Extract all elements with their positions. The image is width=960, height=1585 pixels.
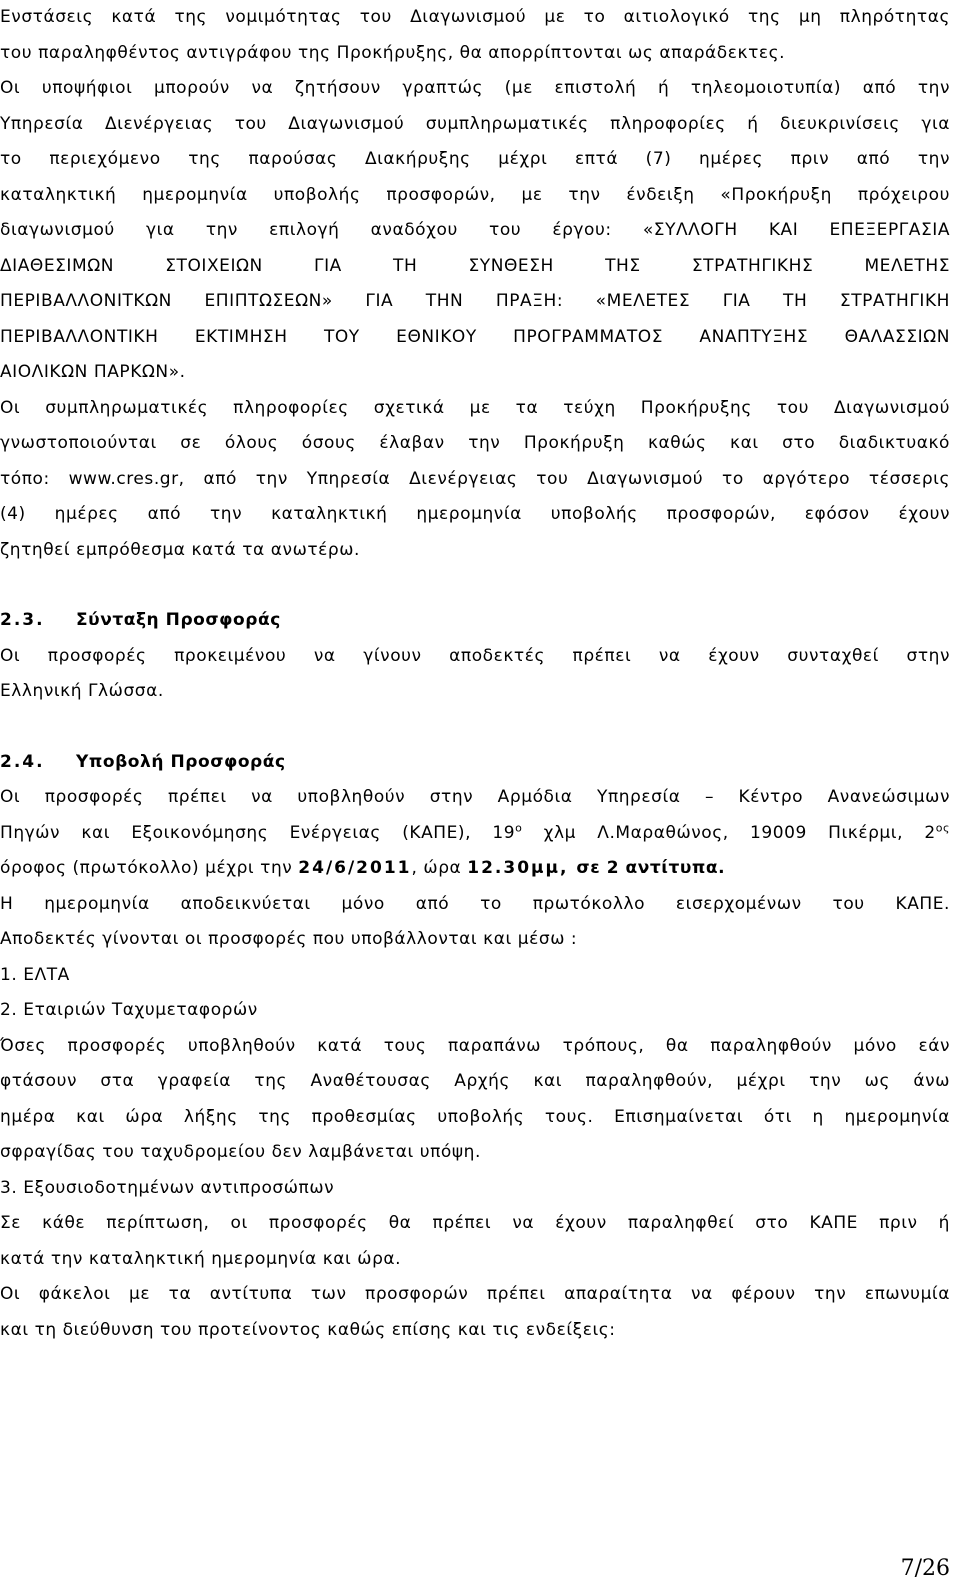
- superscript: ο: [515, 820, 523, 834]
- text-line: [0, 816, 950, 852]
- text-line: (4) ημέρες από την καταληκτική ημερομηνία υποβολής προσφορών, εφόσον έχουν: [0, 504, 950, 524]
- text-line: ζητηθεί εμπρόθεσμα κατά τα ανωτέρω.: [0, 539, 360, 560]
- text-line: ΔΙΑΘΕΣΙΜΩΝ ΣΤΟΙΧΕΙΩΝ ΓΙΑ ΤΗ ΣΥΝΘΕΣΗ ΤΗΣ ΣΤΡΑΤΗΓΙΚΗΣ ΜΕΛΕΤΗΣ: [0, 255, 950, 276]
- text-line: Όσες προσφορές υποβληθούν κατά τους παραπάνω τρόπους, θα παραληφθούν μόνο εάν: [0, 1035, 950, 1056]
- text-line: Οι υποψήφιοι μπορούν να ζητήσουν γραπτώς (με επιστολή ή τηλεομοιοτυπία) από την: [0, 78, 950, 98]
- text-line: φτάσουν στα γραφεία της Αναθέτουσας Αρχής και παραληφθούν, μέχρι την ως άνω: [0, 1071, 950, 1091]
- superscript: ος: [935, 820, 951, 834]
- text-line: σφραγίδας του ταχυδρομείου δεν λαμβάνεται υπόψη.: [0, 1142, 481, 1162]
- text-fragment: , ώρα: [411, 858, 468, 878]
- text-fragment: χλμ Λ.Μαραθώνος, 19009 Πικέρμι, 2: [522, 822, 936, 843]
- text-line: Αποδεκτές γίνονται οι προσφορές που υποβάλλονται και μέσω :: [0, 929, 578, 949]
- text-line: Οι συμπληρωματικές πληροφορίες σχετικά με τα τεύχη Προκήρυξης του Διαγωνισμού: [0, 397, 950, 418]
- text-line: καταληκτική ημερομηνία υποβολής προσφορών, με την ένδειξη «Προκήρυξη πρόχειρου: [0, 184, 950, 205]
- text-line: Οι φάκελοι με τα αντίτυπα των προσφορών πρέπει απαραίτητα να φέρουν την επωνυμία: [0, 1284, 950, 1304]
- text-line: ΠΕΡΙΒΑΛΛΟΝΤΙΚΗ ΕΚΤΙΜΗΣΗ ΤΟΥ ΕΘΝΙΚΟΥ ΠΡΟΓΡΑΜΜΑΤΟΣ ΑΝΑΠΤΥΞΗΣ ΘΑΛΑΣΣΙΩΝ: [0, 326, 950, 347]
- list-item: 1. ΕΛΤΑ: [0, 964, 70, 985]
- deadline-time: 12.30μμ,: [467, 858, 577, 878]
- text-line: γνωστοποιούνται σε όλους όσους έλαβαν την Προκήρυξη καθώς και στο διαδικτυακό: [0, 433, 950, 453]
- copies-note: σε 2 αντίτυπα.: [576, 858, 726, 878]
- text-line: Οι προσφορές προκειμένου να γίνουν αποδεκτές πρέπει να έχουν συνταχθεί στην: [0, 645, 950, 666]
- text-line: κατά την καταληκτική ημερομηνία και ώρα.: [0, 1248, 402, 1269]
- text-line: Ελληνική Γλώσσα.: [0, 681, 164, 701]
- deadline-date: 24/6/2011: [298, 858, 412, 878]
- text-line: τόπο: www.cres.gr, από την Υπηρεσία Διενέργειας του Διαγωνισμού το αργότερο τέσσερις: [0, 468, 950, 489]
- list-item: 2. Εταιριών Ταχυμεταφορών: [0, 1000, 258, 1020]
- text-line: ημέρα και ώρα λήξης της προθεσμίας υποβολής τους. Επισημαίνεται ότι η ημερομηνία: [0, 1106, 950, 1127]
- section-2-3: [0, 603, 950, 710]
- text-line: το περιεχόμενο της παρούσας Διακήρυξης μέχρι επτά (7) ημέρες πριν από την: [0, 149, 950, 169]
- text-fragment: όροφος (πρωτόκολλο) μέχρι την: [0, 858, 299, 878]
- text-line: Η ημερομηνία αποδεικνύεται μόνο από το πρωτόκολλο εισερχομένων του ΚΑΠΕ.: [0, 893, 950, 914]
- section-title: Σύνταξη Προσφοράς: [76, 610, 281, 630]
- section-number: 2.3.: [0, 610, 45, 630]
- page-number: 7/26: [900, 1556, 950, 1581]
- spacer: [0, 710, 950, 745]
- section-heading: [0, 603, 950, 639]
- list-item: 3. Εξουσιοδοτημένων αντιπροσώπων: [0, 1177, 335, 1198]
- section-heading: [0, 745, 950, 781]
- spacer: [0, 568, 950, 603]
- text-line: Οι προσφορές πρέπει να υποβληθούν στην Αρμόδια Υπηρεσία – Κέντρο Ανανεώσιμων: [0, 787, 950, 807]
- text-line: ΠΕΡΙΒΑΛΛΟΝΙΤΚΩΝ ΕΠΙΠΤΩΣΕΩΝ» ΓΙΑ ΤΗΝ ΠΡΑΞΗ: «ΜΕΛΕΤΕΣ ΓΙΑ ΤΗ ΣΤΡΑΤΗΓΙΚΗ: [0, 291, 950, 311]
- section-title: Υποβολή Προσφοράς: [76, 751, 286, 772]
- text-fragment: Πηγών και Εξοικονόμησης Ενέργειας (ΚΑΠΕ), 19: [0, 822, 516, 843]
- text-line: Σε κάθε περίπτωση, οι προσφορές θα πρέπει να έχουν παραληφθεί στο ΚΑΠΕ πριν ή: [0, 1213, 950, 1233]
- section-number: 2.4.: [0, 751, 45, 772]
- text-line: και τη διεύθυνση του προτείνοντος καθώς επίσης και τις ενδείξεις:: [0, 1319, 616, 1340]
- text-line: διαγωνισμού για την επιλογή αναδόχου του έργου: «ΣΥΛΛΟΓΗ ΚΑΙ ΕΠΕΞΕΡΓΑΣΙΑ: [0, 220, 950, 240]
- text-line: Ενστάσεις κατά της νομιμότητας του Διαγωνισμού με το αιτιολογικό της μη πληρότητας: [0, 7, 950, 27]
- text-line: του παραληφθέντος αντιγράφου της Προκήρυξης, θα απορρίπτονται ως απαράδεκτες.: [0, 42, 786, 63]
- text-line: Υπηρεσία Διενέργειας του Διαγωνισμού συμπληρωματικές πληροφορίες ή διευκρινίσεις για: [0, 113, 950, 134]
- intro-section: [0, 0, 950, 568]
- text-line: ΑΙΟΛΙΚΩΝ ΠΑΡΚΩΝ».: [0, 362, 186, 382]
- section-2-4: [0, 745, 950, 1349]
- text-line: [0, 851, 950, 887]
